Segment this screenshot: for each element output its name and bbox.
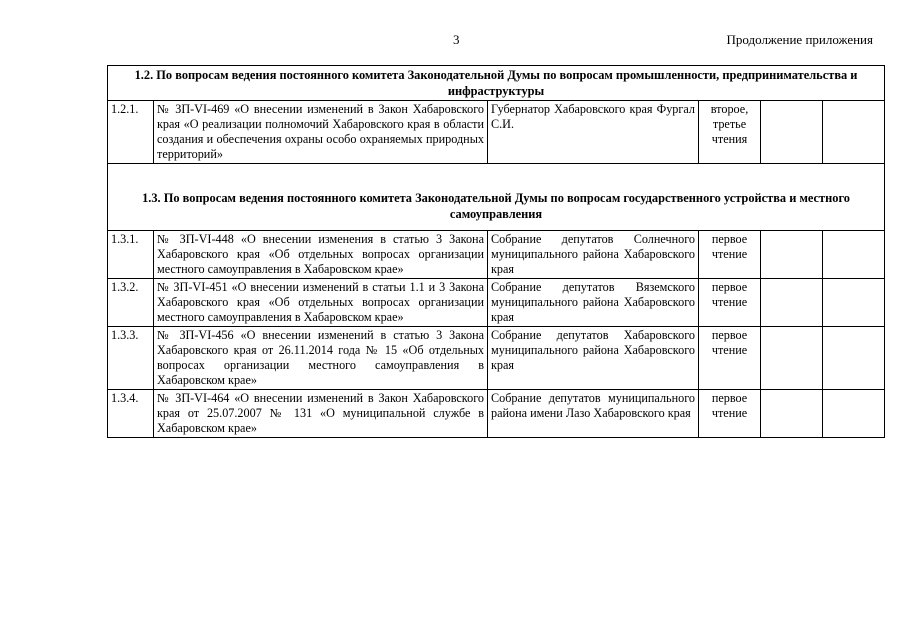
bill-title: № ЗП-VI-469 «О внесении изменений в Закон Хабаровского края «О реализации полномочий Хабаровского края в области создания и обеспечения охраны особо охраняемых природных территорий»: [154, 101, 488, 164]
empty-cell: [761, 101, 823, 164]
page-number: 3: [453, 32, 460, 47]
reading-stage: первое чтение: [699, 390, 761, 438]
initiator: Собрание депутатов Вяземского муниципального района Хабаровского края: [488, 279, 699, 327]
item-number: 1.3.2.: [108, 279, 154, 327]
item-number: 1.3.3.: [108, 327, 154, 390]
table-row: [108, 101, 885, 164]
table-row: [108, 279, 885, 327]
reading-stage: второе, третье чтения: [699, 101, 761, 164]
empty-cell: [823, 101, 885, 164]
section-title: 1.3. По вопросам ведения постоянного комитета Законодательной Думы по вопросам государственного устройства и местного самоуправления: [108, 164, 885, 231]
agenda-table: [107, 65, 885, 438]
table-row: [108, 327, 885, 390]
section-header-row: [108, 164, 885, 231]
item-number: 1.3.4.: [108, 390, 154, 438]
initiator: Собрание депутатов Солнечного муниципального района Хабаровского края: [488, 231, 699, 279]
item-number: 1.2.1.: [108, 101, 154, 164]
bill-title: № ЗП-VI-451 «О внесении изменений в статьи 1.1 и 3 Закона Хабаровского края «Об отдельных вопросах организации местного самоуправления в Хабаровском крае»: [154, 279, 488, 327]
bill-title: № ЗП-VI-464 «О внесении изменений в Закон Хабаровского края от 25.07.2007 № 131 «О муниципальной службе в Хабаровском крае»: [154, 390, 488, 438]
empty-cell: [823, 279, 885, 327]
initiator: Собрание депутатов муниципального района имени Лазо Хабаровского края: [488, 390, 699, 438]
section-title: 1.2. По вопросам ведения постоянного комитета Законодательной Думы по вопросам промышленности, предпринимательства и инфраструктуры: [108, 66, 885, 101]
empty-cell: [823, 390, 885, 438]
bill-title: № ЗП-VI-448 «О внесении изменения в статью 3 Закона Хабаровского края «Об отдельных вопросах организации местного самоуправления в Хабаровском крае»: [154, 231, 488, 279]
reading-stage: первое чтение: [699, 279, 761, 327]
empty-cell: [761, 279, 823, 327]
table-row: [108, 390, 885, 438]
empty-cell: [823, 231, 885, 279]
continuation-label: Продолжение приложения: [726, 32, 873, 47]
empty-cell: [823, 327, 885, 390]
table-row: [108, 231, 885, 279]
empty-cell: [761, 327, 823, 390]
reading-stage: первое чтение: [699, 327, 761, 390]
section-header-row: [108, 66, 885, 101]
initiator: Собрание депутатов Хабаровского муниципального района Хабаровского края: [488, 327, 699, 390]
initiator: Губернатор Хабаровского края Фургал С.И.: [488, 101, 699, 164]
empty-cell: [761, 231, 823, 279]
empty-cell: [761, 390, 823, 438]
reading-stage: первое чтение: [699, 231, 761, 279]
bill-title: № ЗП-VI-456 «О внесении изменений в статью 3 Закона Хабаровского края от 26.11.2014 года № 15 «Об отдельных вопросах организации местного самоуправления в Хабаровском крае»: [154, 327, 488, 390]
item-number: 1.3.1.: [108, 231, 154, 279]
